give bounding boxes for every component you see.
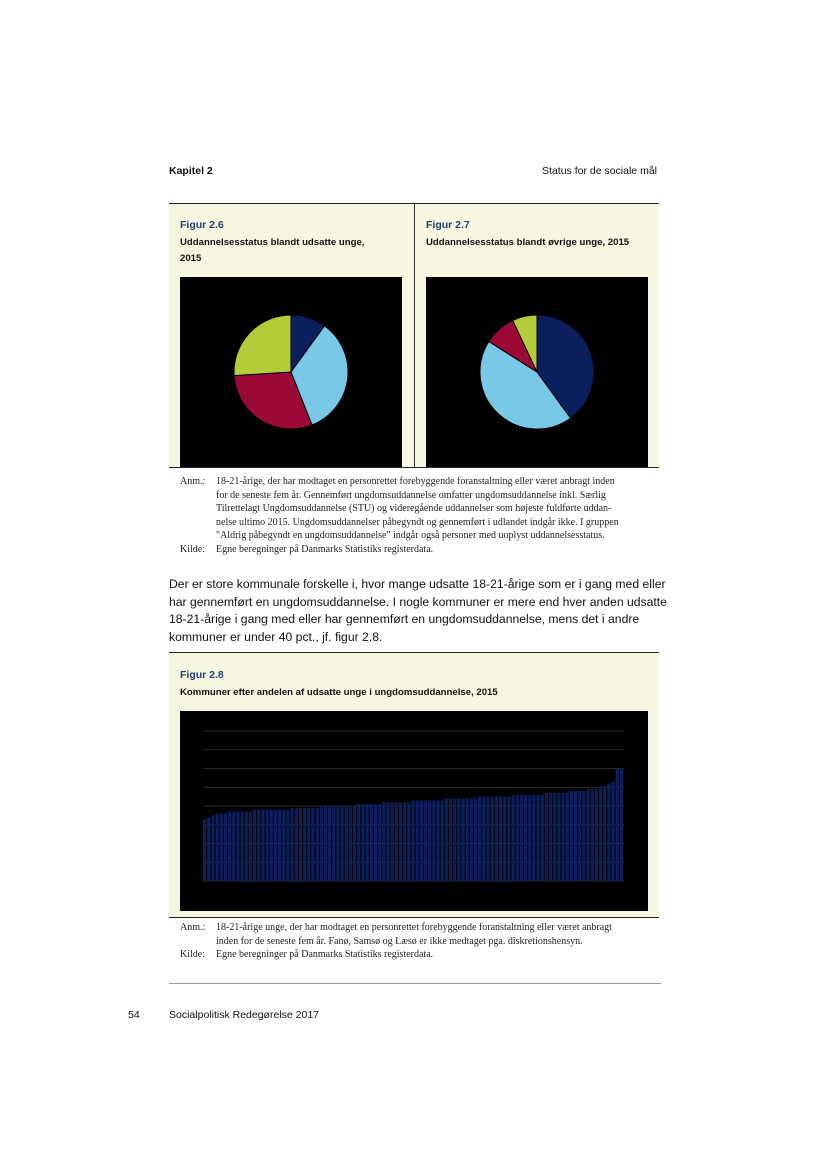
bar-16 (266, 810, 269, 881)
note-text (216, 475, 619, 543)
bar-20 (282, 810, 285, 881)
bar-14 (257, 810, 260, 881)
bar-57 (436, 800, 439, 881)
bar-100 (616, 769, 619, 882)
bar-3 (211, 815, 214, 881)
bar-101 (620, 769, 623, 882)
bar-70 (491, 797, 494, 881)
note-line: for de seneste fem år. Gennemført ungdomsuddannelse omfatter ungdomsuddannelse inkl. Særlig (216, 489, 606, 501)
bar-23 (295, 808, 298, 881)
bar-24 (299, 808, 302, 881)
bar-11 (245, 812, 248, 881)
figure-2-8-title: Kommuner efter andelen af udsatte unge i ungdomsuddannelse, 2015 (180, 687, 498, 698)
bar-59 (445, 799, 448, 882)
bar-67 (478, 797, 481, 881)
figure-2-8-note (180, 921, 660, 951)
bar-6 (224, 814, 227, 882)
bar-65 (470, 799, 473, 882)
bar-28 (316, 808, 319, 881)
bar-58 (441, 800, 444, 881)
figure-2-7-title: Uddannelsesstatus blandt øvrige unge, 2015 (426, 237, 630, 248)
bar-4 (216, 814, 219, 882)
footer-rule (169, 983, 661, 984)
bar-33 (336, 806, 339, 881)
bar-39 (361, 804, 364, 881)
bar-30 (324, 806, 327, 881)
bar-83 (545, 793, 548, 881)
bar-71 (495, 797, 498, 881)
bar-2 (207, 817, 210, 881)
figure-2-6-title-line2: 2015 (180, 253, 202, 264)
bar-19 (278, 810, 281, 881)
bar-36 (349, 806, 352, 881)
bar-98 (607, 784, 610, 882)
figure-divider (414, 203, 415, 467)
figure-2-8-bottom-rule (169, 917, 659, 918)
bar-15 (261, 810, 264, 881)
bar-32 (332, 806, 335, 881)
bar-85 (553, 793, 556, 881)
bar-94 (591, 789, 594, 881)
figure-top-source (180, 543, 660, 557)
bar-10 (241, 812, 244, 881)
bar-64 (466, 799, 469, 882)
bar-17 (270, 810, 273, 881)
publication-title: Socialpolitisk Redegørelse 2017 (169, 1009, 319, 1021)
bar-92 (582, 791, 585, 881)
bar-22 (291, 808, 294, 881)
note-line: nelse ultimo 2015. Ungdomsuddannelser påbegyndt og gennemført i udlandet indgår ikke. I gruppen (216, 516, 619, 528)
bar-73 (503, 797, 506, 881)
bar-81 (536, 795, 539, 881)
bar-78 (524, 795, 527, 881)
bar-5 (220, 814, 223, 882)
bar-82 (541, 795, 544, 881)
source-text: Egne beregninger på Danmarks Statistiks registerdata. (216, 544, 434, 555)
figure-2-7-label: Figur 2.7 (426, 219, 470, 231)
bar-93 (586, 789, 589, 881)
bar-96 (599, 787, 602, 881)
pie-chart-2-7 (426, 277, 648, 467)
bar-91 (578, 791, 581, 881)
note-line: 18-21-årige unge, der har modtaget en personrettet forebyggende foranstaltning eller været anbragt (216, 922, 612, 933)
bar-25 (303, 808, 306, 881)
pie-chart-2-6 (180, 277, 402, 467)
figure-2-6-label: Figur 2.6 (180, 219, 224, 231)
source-label: Kilde: (180, 544, 205, 555)
figure-top-note (180, 475, 660, 545)
bar-18 (274, 810, 277, 881)
bar-12 (249, 812, 252, 881)
bar-75 (511, 795, 514, 881)
bar-63 (461, 799, 464, 882)
bar-86 (557, 793, 560, 881)
figure-2-8-source (180, 948, 660, 962)
bar-48 (399, 802, 402, 881)
pie-slice-4 (234, 315, 291, 376)
note-label: Anm.: (180, 922, 206, 933)
bar-27 (311, 808, 314, 881)
source-text: Egne beregninger på Danmarks Statistiks registerdata. (216, 949, 434, 960)
page-number: 54 (128, 1009, 140, 1021)
bar-38 (357, 804, 360, 881)
bar-77 (520, 795, 523, 881)
body-paragraph: Der er store kommunale forskelle i, hvor mange udsatte 18-21-årige som er i gang med eller har gennemført en ungdomsuddannelse. I nogle kommuner er mere end hver anden udsatte 18-21-årige i gang med eller har gennemført en ungdomsuddannelse, mens det i andre kommuner er under 40 pct., jf. figur 2.8. (169, 577, 667, 644)
figure-2-8-chart (180, 711, 648, 911)
note-line: "Aldrig påbegyndt en ungdomsuddannelse" indgår også personer med uoplyst uddannelsesstatus. (216, 530, 605, 541)
bar-40 (366, 804, 369, 881)
bar-90 (574, 791, 577, 881)
bar-43 (378, 804, 381, 881)
bar-chart-2-8 (180, 711, 648, 911)
note-line: inden for de seneste fem år. Fanø, Samsø og Læsø er ikke medtaget pga. diskretionshensyn. (216, 935, 583, 947)
bar-99 (611, 782, 614, 881)
bar-51 (411, 800, 414, 881)
bar-21 (286, 810, 289, 881)
bar-55 (428, 800, 431, 881)
bar-50 (407, 802, 410, 881)
figure-2-7-chart (426, 277, 648, 467)
bar-34 (341, 806, 344, 881)
note-text (216, 921, 612, 948)
bar-9 (236, 812, 239, 881)
section-title: Status for de sociale mål (542, 165, 657, 177)
bar-1 (203, 819, 206, 881)
note-line: Tilrettelagt Ungdomsuddannelse (STU) og videregående uddannelser som højeste fuldførte uddan- (216, 503, 612, 514)
bar-60 (449, 799, 452, 882)
bar-41 (370, 804, 373, 881)
bar-35 (345, 806, 348, 881)
bar-47 (395, 802, 398, 881)
figure-2-6-title-line1: Uddannelsesstatus blandt udsatte unge, (180, 237, 365, 248)
bar-53 (420, 800, 423, 881)
bar-46 (391, 802, 394, 881)
bar-79 (528, 795, 531, 881)
bar-66 (474, 799, 477, 882)
figure-2-6-chart (180, 277, 402, 467)
bar-52 (416, 800, 419, 881)
bar-26 (307, 808, 310, 881)
figure-2-8-label: Figur 2.8 (180, 669, 224, 681)
bar-88 (566, 793, 569, 881)
bar-69 (486, 797, 489, 881)
bar-87 (561, 793, 564, 881)
bar-89 (570, 791, 573, 881)
figure-bottom-rule (169, 467, 659, 468)
bar-45 (386, 802, 389, 881)
bar-54 (424, 800, 427, 881)
bar-76 (516, 795, 519, 881)
source-label: Kilde: (180, 949, 205, 960)
note-label: Anm.: (180, 476, 206, 487)
bar-74 (507, 797, 510, 881)
bar-49 (403, 802, 406, 881)
bar-95 (595, 789, 598, 881)
bar-61 (453, 799, 456, 882)
bar-29 (320, 806, 323, 881)
bar-56 (432, 800, 435, 881)
bar-7 (228, 812, 231, 881)
bar-84 (549, 793, 552, 881)
bar-72 (499, 797, 502, 881)
chapter-label: Kapitel 2 (169, 165, 213, 177)
bar-97 (603, 785, 606, 881)
bar-37 (353, 806, 356, 881)
bar-68 (482, 797, 485, 881)
bar-44 (382, 802, 385, 881)
figure-2-8-top-rule (169, 652, 659, 653)
bar-62 (457, 799, 460, 882)
bar-8 (232, 812, 235, 881)
bar-31 (328, 806, 331, 881)
bar-42 (374, 804, 377, 881)
figure-2-6-title (180, 235, 400, 267)
bar-13 (253, 810, 256, 881)
note-line: 18-21-årige, der har modtaget en personrettet forebyggende foranstaltning eller været anbragt inden (216, 476, 615, 487)
bar-80 (532, 795, 535, 881)
